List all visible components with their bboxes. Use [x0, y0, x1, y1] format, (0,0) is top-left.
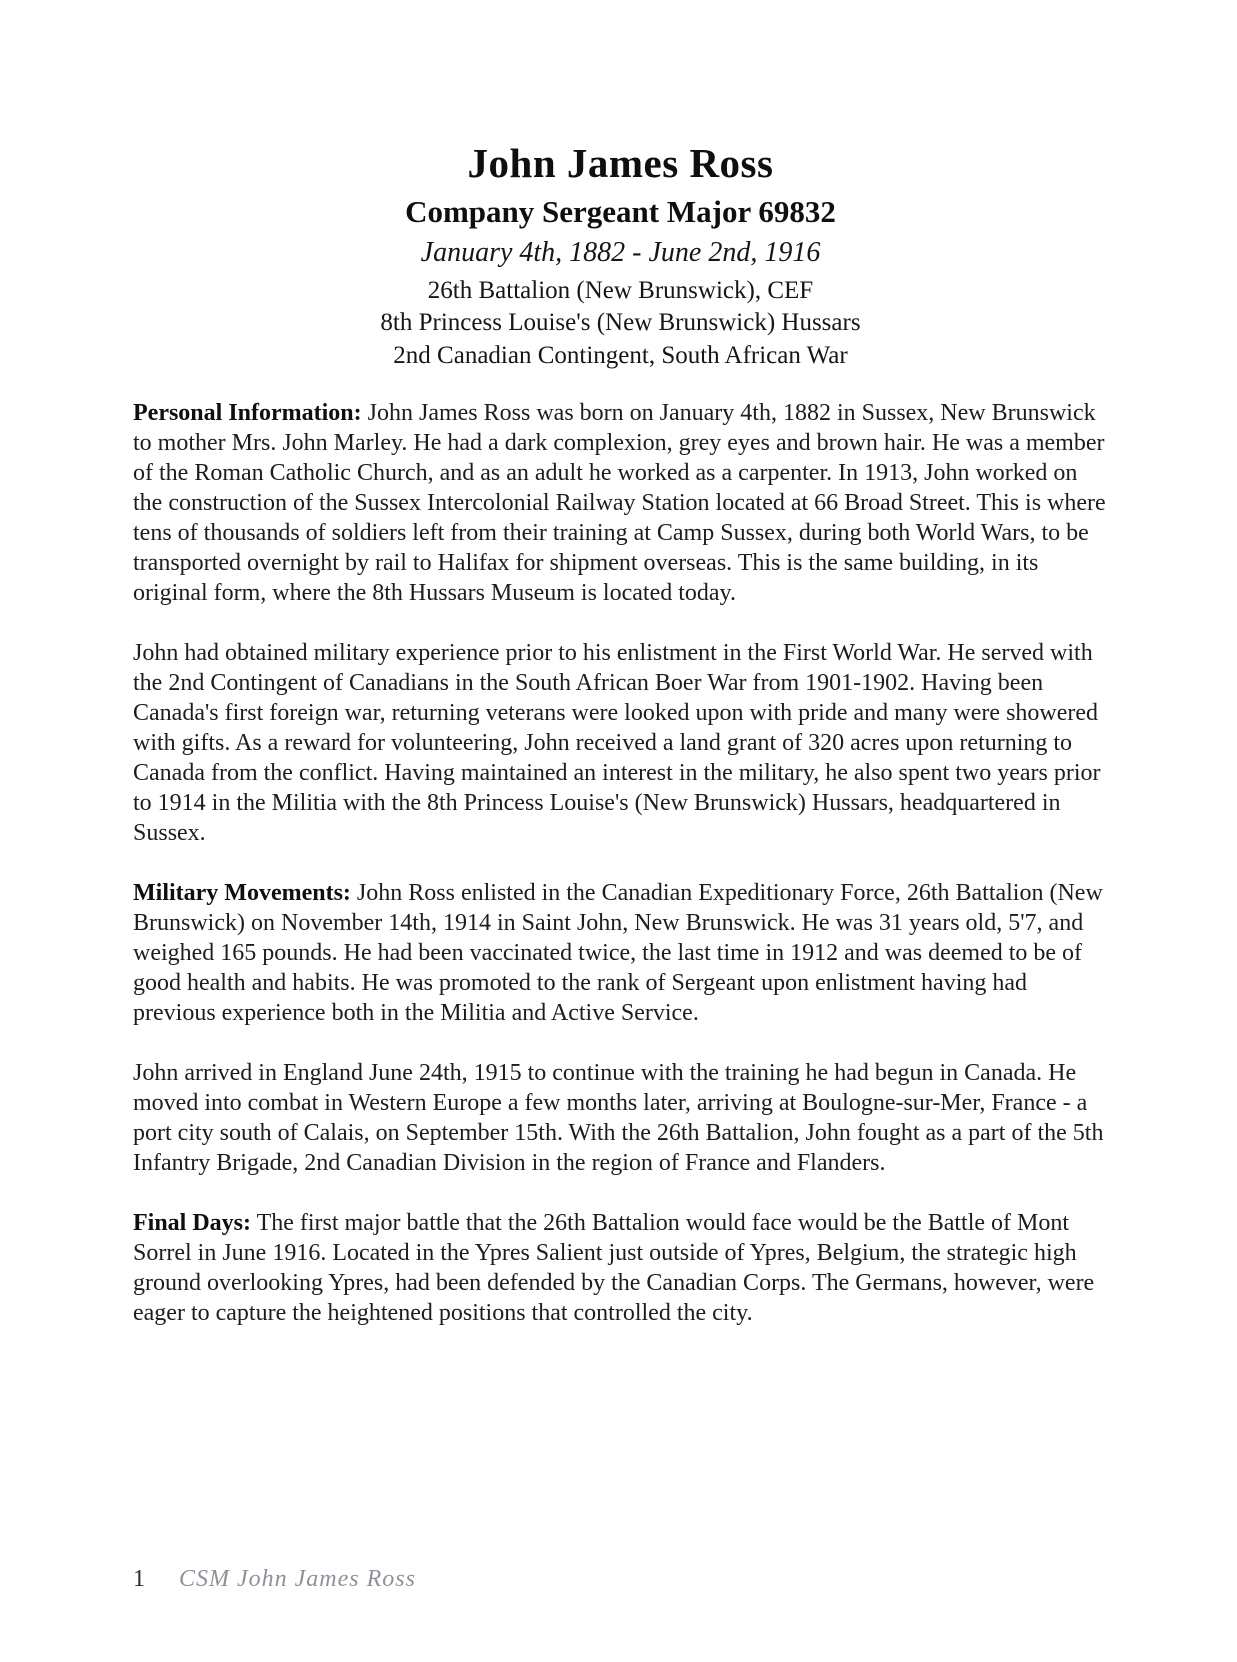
page-footer [133, 1566, 416, 1593]
paragraph-lead-personal-information: Personal Information: [133, 400, 362, 427]
running-title: CSM John James Ross [179, 1566, 416, 1592]
page-number: 1 [133, 1566, 145, 1592]
paragraph-text: John had obtained military experience prior to his enlistment in the First World War. He served with the 2nd Contingent of Canadians in the South African Boer War from 1901-1902. Having been Canada's first foreign war, returning veterans were looked upon with pride and many were showered with gifts. As a reward for volunteering, John received a land grant of 320 acres upon returning to Canada from the conflict. Having maintained an interest in the military, he also spent two years prior to 1914 in the Militia with the 8th Princess Louise's (New Brunswick) Hussars, headquartered in Sussex. [133, 640, 1101, 847]
unit-list [133, 275, 1108, 373]
unit-line-hussars: 8th Princess Louise's (New Brunswick) Hussars [380, 309, 861, 337]
paragraph-text: John James Ross was born on January 4th, 1882 in Sussex, New Brunswick to mother Mrs. John Marley. He had a dark complexion, grey eyes and brown hair. He was a member of the Roman Catholic Church, and as an adult he worked as a carpenter. In 1913, John worked on the construction of the Sussex Intercolonial Railway Station located at 66 Broad Street. This is where tens of thousands of soldiers left from their training at Camp Sussex, during both World Wars, to be transported overnight by rail to Halifax for shipment overseas. This is the same building, in its original form, where the 8th Hussars Museum is located today. [133, 400, 1106, 607]
paragraph-text: John arrived in England June 24th, 1915 to continue with the training he had begun in Canada. He moved into combat in Western Europe a few months later, arriving at Boulogne-sur-Mer, France - a port city south of Calais, on September 15th. With the 26th Battalion, John fought as a part of the 5th Infantry Brigade, 2nd Canadian Division in the region of France and Flanders. [133, 1060, 1104, 1177]
paragraph-lead-final-days: Final Days: [133, 1210, 252, 1237]
document-header [133, 140, 1108, 372]
birth-death-dates: January 4th, 1882 - June 2nd, 1916 [420, 237, 821, 269]
document-body [133, 398, 1108, 1328]
page-subtitle-rank-number: Company Sergeant Major 69832 [405, 194, 836, 230]
paragraph-text: John Ross enlisted in the Canadian Expeditionary Force, 26th Battalion (New Brunswick) on November 14th, 1914 in Saint John, New Brunswick. He was 31 years old, 5'7, and weighed 165 pounds. He had been vaccinated twice, the last time in 1912 and was deemed to be of good health and habits. He was promoted to the rank of Sergeant upon enlistment having had previous experience both in the Militia and Active Service. [133, 880, 1103, 1027]
unit-line-battalion: 26th Battalion (New Brunswick), CEF [427, 276, 814, 304]
paragraph-military-experience [133, 638, 1108, 848]
unit-line-contingent: 2nd Canadian Contingent, South African War [393, 341, 848, 369]
paragraph-text: The first major battle that the 26th Battalion would face would be the Battle of Mont Sorrel in June 1916. Located in the Ypres Salient just outside of Ypres, Belgium, the strategic high ground overlooking Ypres, had been defended by the Canadian Corps. The Germans, however, were eager to capture the heightened positions that controlled the city. [133, 1210, 1095, 1327]
paragraph-personal-information [133, 398, 1108, 608]
paragraph-lead-military-movements: Military Movements: [133, 880, 351, 907]
paragraph-military-movements [133, 878, 1108, 1028]
paragraph-england-arrival [133, 1058, 1108, 1178]
page-title: John James Ross [467, 140, 774, 186]
paragraph-final-days [133, 1208, 1108, 1328]
